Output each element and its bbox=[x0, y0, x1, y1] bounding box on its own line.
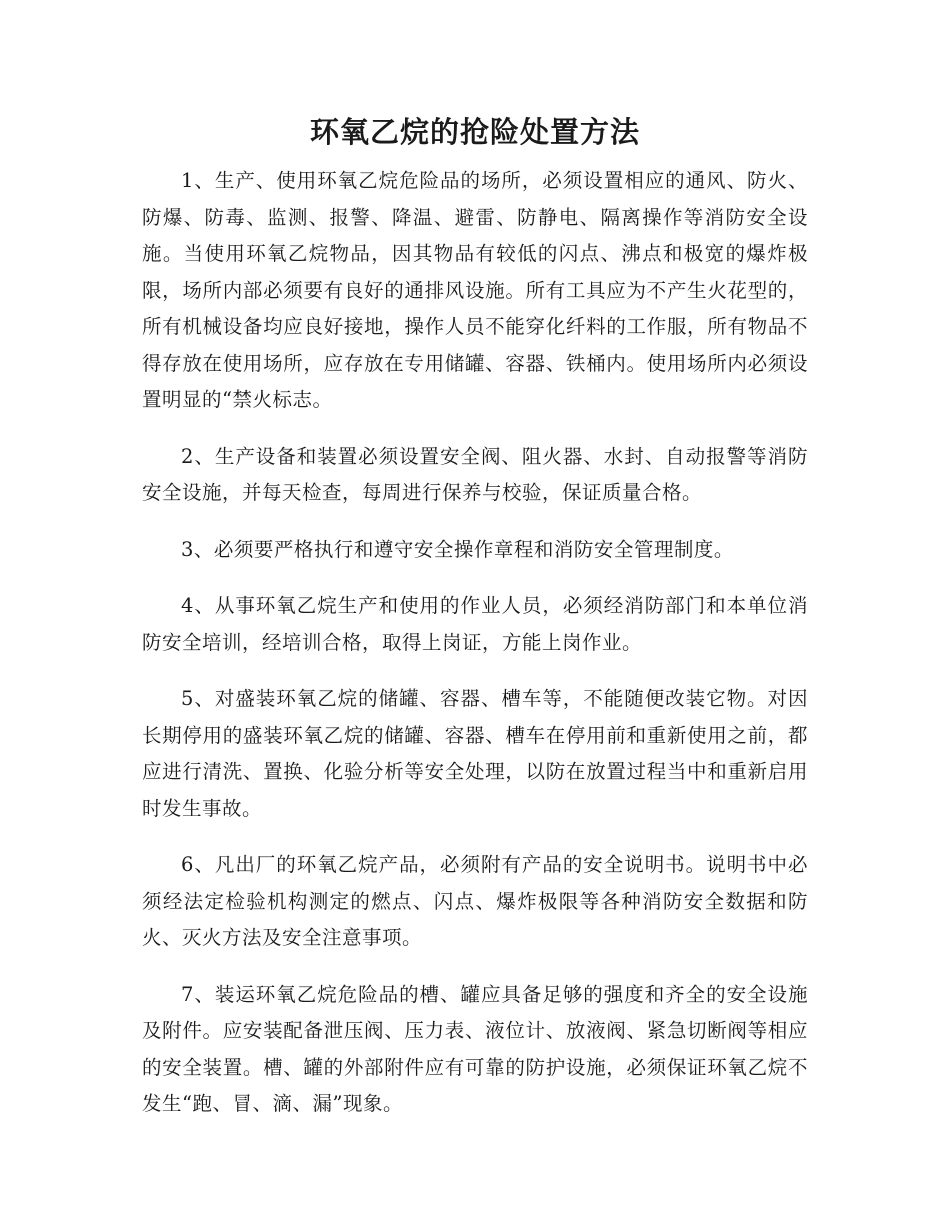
paragraph-6: 6、凡出厂的环氧乙烷产品，必须附有产品的安全说明书。说明书中必须经法定检验机构测定的燃点、闪点、爆炸极限等各种消防安全数据和防火、灭火方法及安全注意事项。 bbox=[142, 853, 808, 949]
paragraph-4: 4、从事环氧乙烷生产和使用的作业人员，必须经消防部门和本单位消防安全培训，经培训合格，取得上岗证，方能上岗作业。 bbox=[142, 594, 808, 654]
document-title: 环氧乙烷的抢险处置方法 bbox=[309, 115, 640, 149]
paragraph-1: 1、生产、使用环氧乙烷危险品的场所，必须设置相应的通风、防火、防爆、防毒、监测、报警、降温、避雷、防静电、隔离操作等消防安全设施。当使用环氧乙烷物品，因其物品有较低的闪点、沸点和极宽的爆炸极限，场所内部必须要有良好的通排风设施。所有工具应为不产生火花型的，所有机械设备均应良好接地，操作人员不能穿化纤料的工作服，所有物品不得存放在使用场所，应存放在专用储罐、容器、铁桶内。使用场所内必须设置明显的“禁火标志。 bbox=[142, 169, 808, 411]
paragraph-5: 5、对盛装环氧乙烷的储罐、容器、槽车等，不能随便改装它物。对因长期停用的盛装环氧乙烷的储罐、容器、槽车在停用前和重新使用之前，都应进行清洗、置换、化验分析等安全处理，以防在放置过程当中和重新启用时发生事故。 bbox=[142, 687, 808, 820]
document-body bbox=[142, 163, 808, 1143]
paragraph-3: 3、必须要严格执行和遵守安全操作章程和消防安全管理制度。 bbox=[181, 537, 734, 561]
paragraph-7: 7、装运环氧乙烷危险品的槽、罐应具备足够的强度和齐全的安全设施及附件。应安装配备泄压阀、压力表、液位计、放液阀、紧急切断阀等相应的安全装置。槽、罐的外部附件应有可靠的防护设施，必须保证环氧乙烷不发生“跑、冒、滴、漏”现象。 bbox=[142, 982, 808, 1115]
paragraph-2: 2、生产设备和装置必须设置安全阀、阻火器、水封、自动报警等消防安全设施，并每天检查，每周进行保养与校验，保证质量合格。 bbox=[142, 444, 808, 504]
